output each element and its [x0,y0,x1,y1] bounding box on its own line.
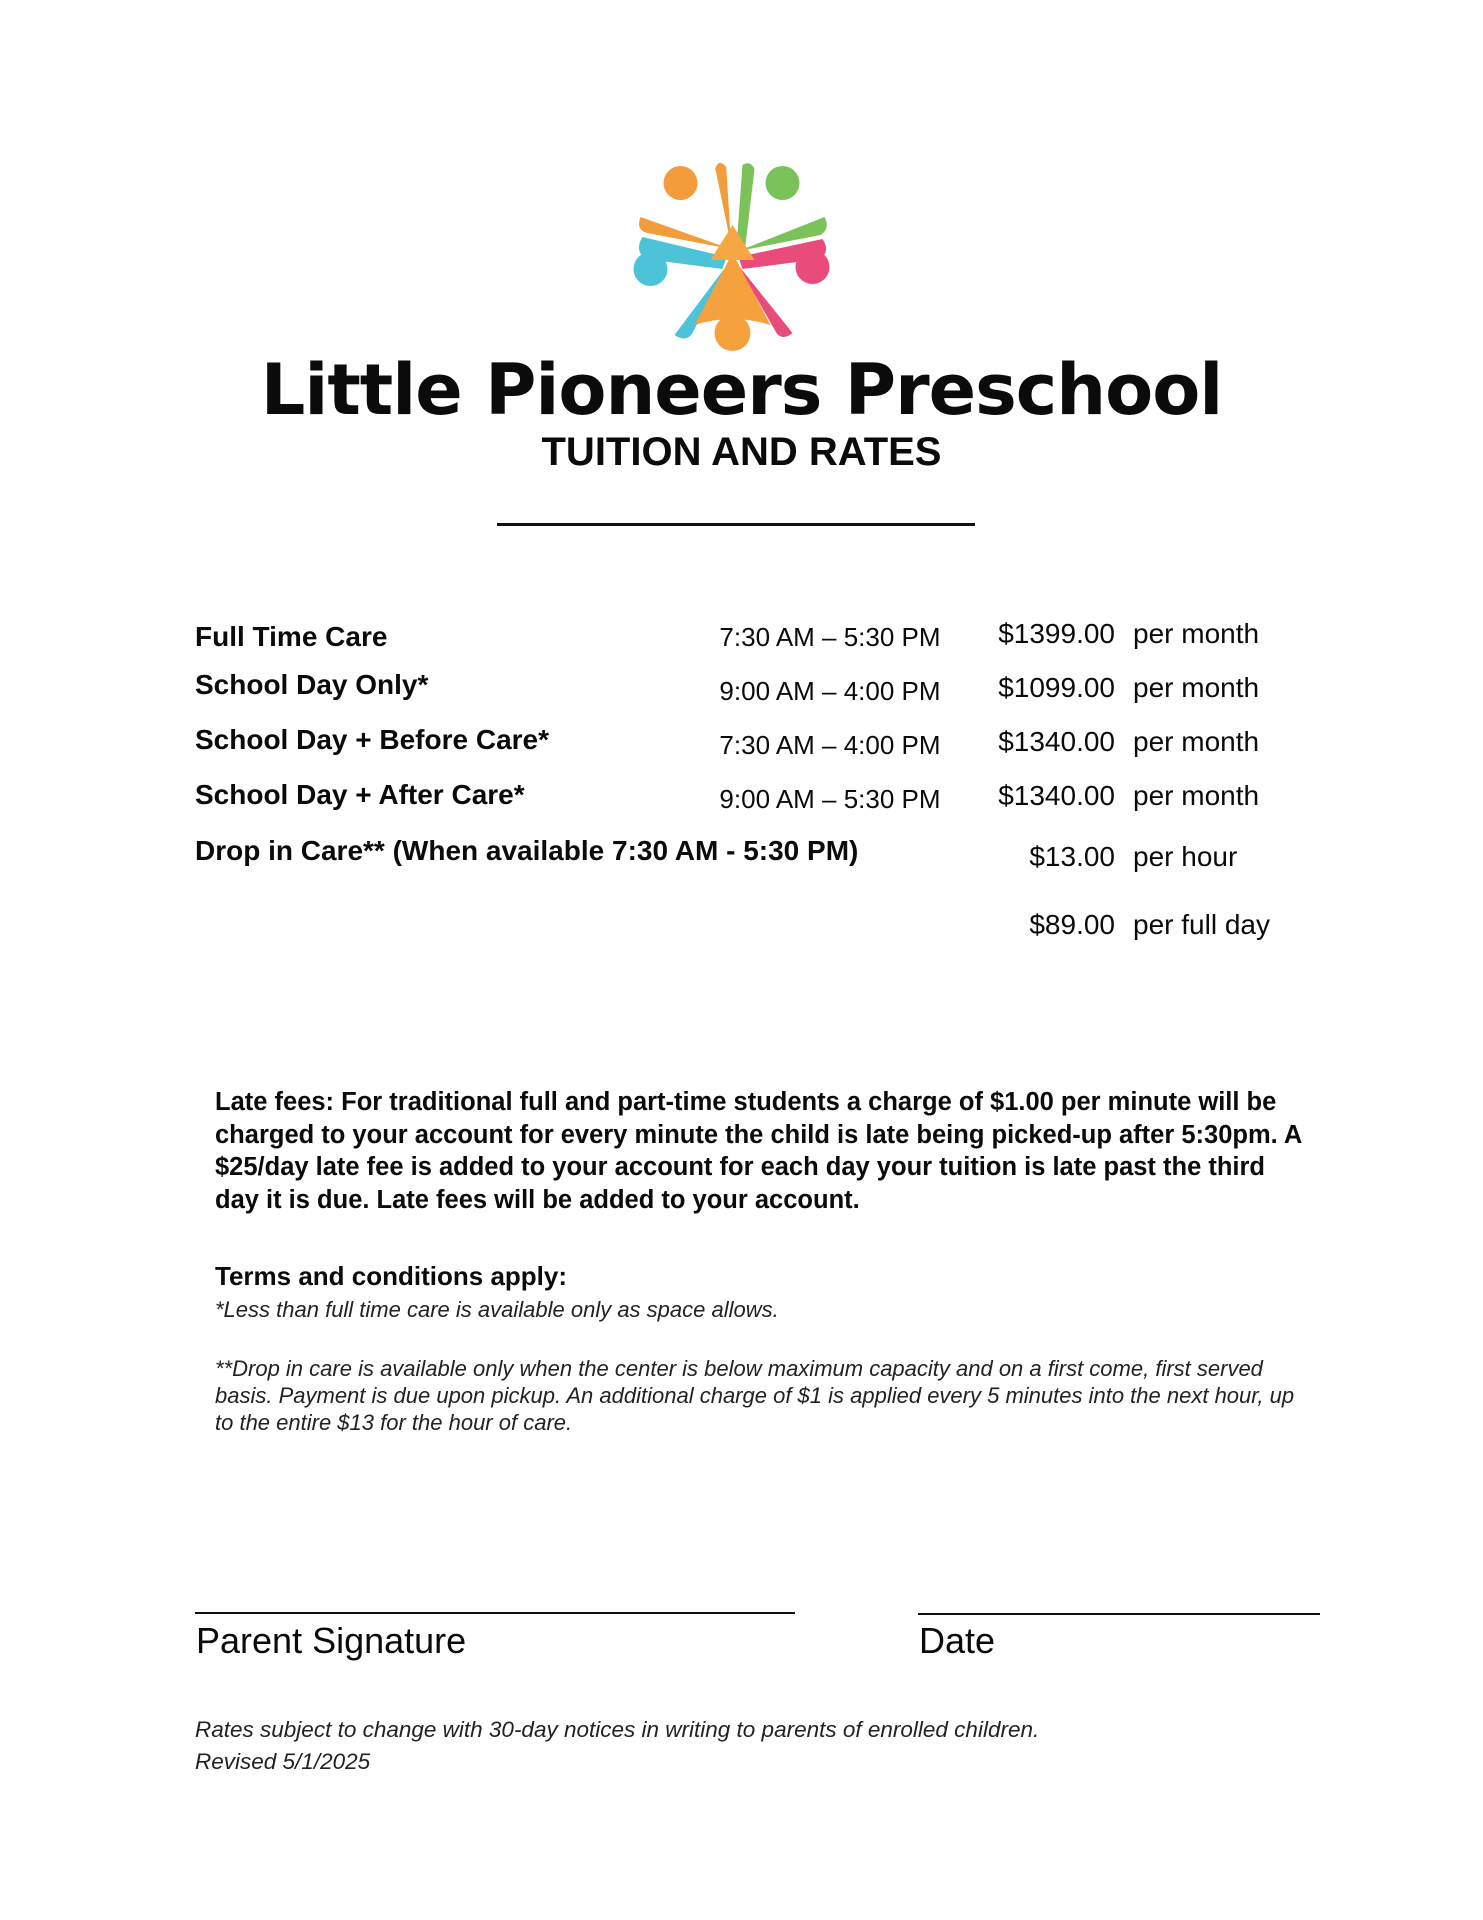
page-subtitle: TUITION AND RATES [541,430,942,474]
date-line[interactable] [918,1613,1320,1615]
rate-price: $1340.00 [998,780,1115,811]
title-divider [497,523,975,526]
rate-name: Full Time Care [195,621,388,652]
rate-hours: 9:00 AM – 5:30 PM [719,784,941,814]
rate-hours: 7:30 AM – 4:00 PM [719,730,941,760]
terms-heading: Terms and conditions apply: [215,1261,568,1291]
rate-unit: per month [1133,618,1260,649]
rate-unit: per full day [1133,909,1270,940]
rate-unit: per month [1133,780,1260,811]
rate-name: School Day + Before Care* [195,724,550,755]
terms-note-2: **Drop in care is available only when the center is below maximum capacity and on a first come, first served basis. Payment is due upon pickup. An additional charge of $1 is applied every 5 minutes into the next hour, up to the entire $13 for the hour of care. [215,1356,1295,1435]
rate-price: $1340.00 [998,726,1115,757]
parent-signature-label: Parent Signature [196,1620,467,1661]
rate-price: $13.00 [1029,841,1115,872]
rate-unit: per month [1133,672,1260,703]
rate-price: $1399.00 [998,618,1115,649]
rate-price: $1099.00 [998,672,1115,703]
rate-hours: 7:30 AM – 5:30 PM [719,622,941,652]
rate-name: School Day Only* [195,669,429,700]
rate-hours: 9:00 AM – 4:00 PM [719,676,941,706]
rate-name: School Day + After Care* [195,779,525,810]
rate-name: Drop in Care** (When available 7:30 AM - 5:30 PM) [195,835,859,866]
terms-note-1: *Less than full time care is available only as space allows. [215,1297,779,1322]
date-label: Date [919,1620,996,1661]
rate-unit: per hour [1133,841,1238,872]
rate-unit: per month [1133,726,1260,757]
five-figure-star-icon [630,155,835,355]
rates-change-notice: Rates subject to change with 30-day notices in writing to parents of enrolled children. [195,1717,1040,1742]
parent-signature-line[interactable] [195,1612,795,1614]
revised-date: Revised 5/1/2025 [195,1749,371,1774]
late-fees-paragraph: Late fees: For traditional full and part-time students a charge of $1.00 per minute will be charged to your account for every minute the child is late being picked-up after 5:30pm. A $25/day late fee is added to your account for each day your tuition is late past the third day it is due. Late fees will be added to your account. [215,1088,1302,1214]
rate-price: $89.00 [1029,909,1115,940]
school-name: Little Pioneers Preschool [260,349,1223,431]
